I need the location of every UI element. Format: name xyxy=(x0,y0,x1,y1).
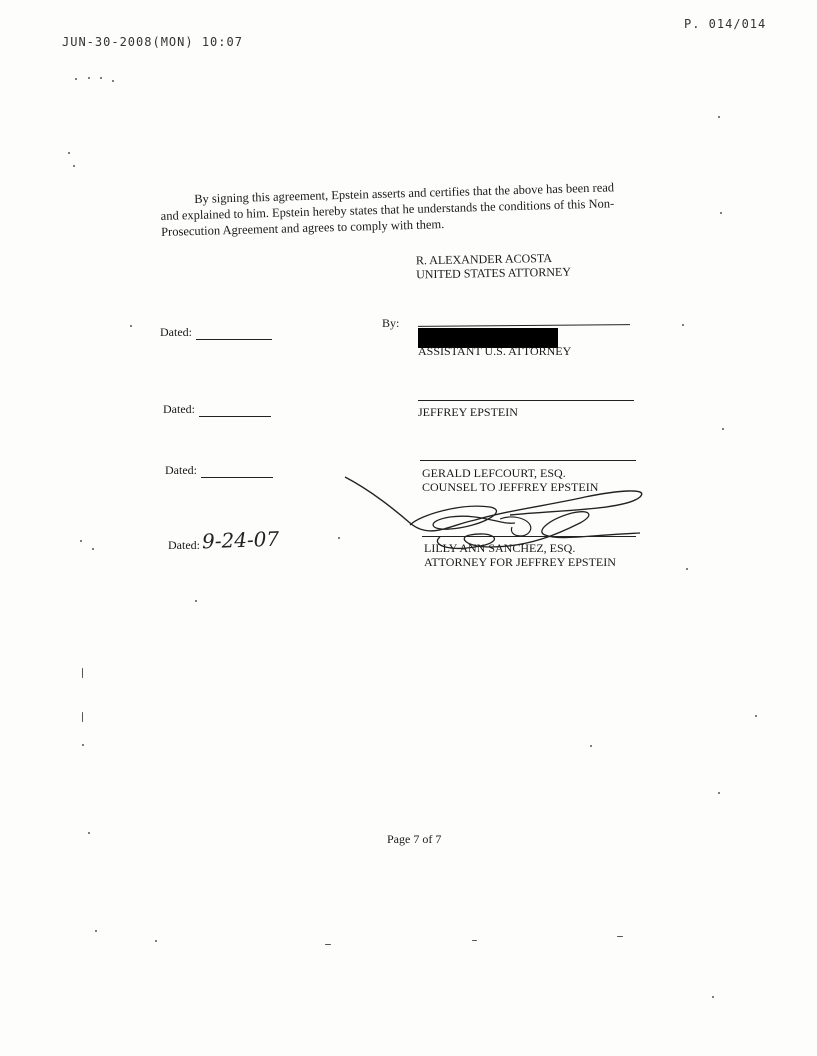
dated-row-4 xyxy=(168,538,200,553)
dated-label: Dated: xyxy=(160,325,192,339)
signature-line-lefcourt xyxy=(420,460,636,461)
handwritten-date: 9-24-07 xyxy=(201,526,280,554)
date-blank-line xyxy=(196,339,272,340)
epstein-name: JEFFREY EPSTEIN xyxy=(418,405,518,419)
dated-row-3 xyxy=(165,463,273,478)
agreement-paragraph: By signing this agreement, Epstein asserts and certifies that the above has been read and explained to him. Epstein hereby states that he understands the conditions of this Non-Prosecution Agreement and agrees to comply with them. xyxy=(160,180,615,239)
dated-row-1 xyxy=(160,325,272,340)
agreement-paragraph-block xyxy=(160,179,631,240)
date-blank-line xyxy=(199,416,271,417)
dated-label: Dated: xyxy=(165,463,197,477)
ausa-title: ASSISTANT U.S. ATTORNEY xyxy=(418,344,572,358)
dated-label: Dated: xyxy=(168,538,200,552)
date-blank-line xyxy=(201,477,273,478)
lefcourt-title: COUNSEL TO JEFFREY EPSTEIN xyxy=(422,480,599,494)
signature-line-ausa xyxy=(418,324,630,327)
signature-line-epstein xyxy=(418,400,634,401)
dated-label: Dated: xyxy=(163,402,195,416)
sanchez-name: LILLY ANN SANCHEZ, ESQ. xyxy=(424,541,576,555)
by-label: By: xyxy=(382,316,400,330)
fax-page-indicator: P. 014/014 xyxy=(684,17,767,31)
lefcourt-name: GERALD LEFCOURT, ESQ. xyxy=(422,466,566,480)
us-attorney-block xyxy=(416,251,571,282)
us-attorney-name: R. ALEXANDER ACOSTA xyxy=(415,250,553,268)
dated-row-2 xyxy=(163,402,271,417)
page-number: Page 7 of 7 xyxy=(387,832,442,846)
sanchez-title: ATTORNEY FOR JEFFREY EPSTEIN xyxy=(424,555,616,569)
handwritten-signature xyxy=(340,465,660,565)
us-attorney-title: UNITED STATES ATTORNEY xyxy=(416,264,572,282)
fax-timestamp: JUN-30-2008(MON) 10:07 xyxy=(62,35,243,49)
